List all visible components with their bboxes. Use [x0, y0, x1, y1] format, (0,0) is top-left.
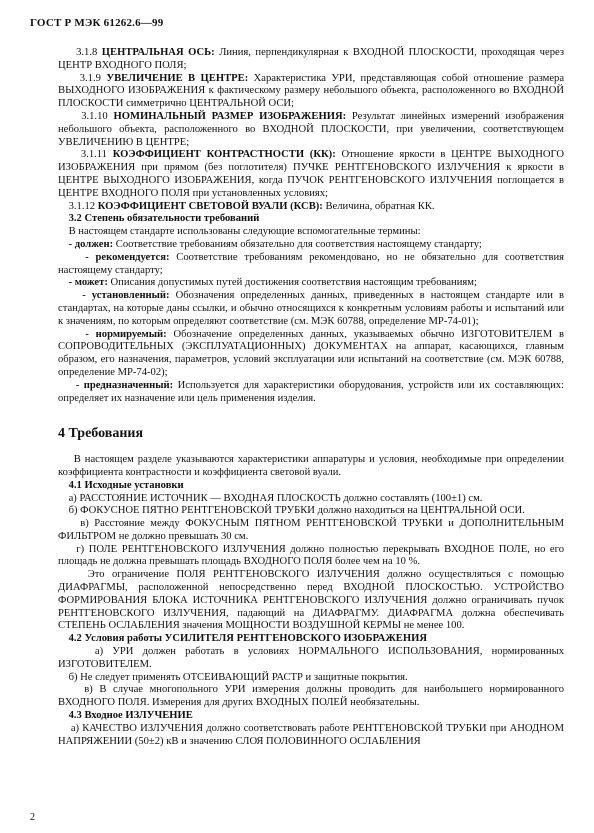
section-4-2-title: 4.2 Условия работы УСИЛИТЕЛЯ РЕНТГЕНОВСКОГО ИЗОБРАЖЕНИЯ — [68, 633, 427, 645]
list-item: г) ПОЛЕ РЕНТГЕНОВСКОГО ИЗЛУЧЕНИЯ должно полностью перекрывать ВХОДНОЕ ПОЛЕ, но его площадь не должна превышать площадь ВХОДНОГО ПОЛЯ более чем на 10 %. — [58, 543, 565, 568]
document-body — [58, 47, 564, 748]
document-header: ГОСТ Р МЭК 61262.6—99 — [30, 17, 164, 29]
term-item: - нормируемый: Обозначение определенных данных, указываемых обычно ИЗГОТОВИТЕЛЕМ в СОПРОВОДИТЕЛЬНЫХ (ЭКСПЛУАТАЦИОННЫХ) ДОКУМЕНТАХ на аппарат, касающихся, главным образом, его назначения, параметров, условий эксплуатации или испытаний на соответствие (см. МЭК 60788, определение МР-74-02); — [58, 328, 565, 378]
paragraph: Это ограничение ПОЛЯ РЕНТГЕНОВСКОГО ИЗЛУЧЕНИЯ должно осуществляться с помощью ДИАФРАГМЫ, расположенной непосредственно перед ВХОДНОЙ ПЛОСКОСТЬЮ. УСТРОЙСТВО ФОРМИРОВАНИЯ БЛОКА ИСТОЧНИКА РЕНТГЕНОВСКОГО ИЗЛУЧЕНИЯ должно ограничивать пучок РЕНТГЕНОВСКОГО ИЗЛУЧЕНИЯ, падающий на ДИАФРАГМУ. ДИАФРАГМА должна обеспечивать СТЕПЕНЬ ОСЛАБЛЕНИЯ значения МОЩНОСТИ ВОЗДУШНОЙ КЕРМЫ не менее 100. — [58, 569, 564, 632]
list-item: в) Расстояние между ФОКУСНЫМ ПЯТНОМ РЕНТГЕНОВСКОЙ ТРУБКИ и ДОПОЛНИТЕЛЬНЫМ ФИЛЬТРОМ не должно превышать 30 см. — [58, 518, 564, 542]
section-4-title: 4 Требования — [58, 426, 144, 442]
list-item: а) КАЧЕСТВО ИЗЛУЧЕНИЯ должно соответствовать работе РЕНТГЕНОВСКОЙ ТРУБКИ при АНОДНОМ НАПРЯЖЕНИИ (50±2) кВ и значению СЛОЯ ПОЛОВИННОГО ОСЛАБЛЕНИЯ — [58, 722, 564, 747]
term-item: - установленный: Обозначения определенных данных, приведенных в настоящем стандарте или в стандартах, на которые даны ссылки, и обычно относящихся к конкретным условиям работы и испытаний или к значениям, по которым определяют соответствие (см. МЭК 60788, определение МР-74-01); — [58, 290, 564, 327]
list-item: б) ФОКУСНОЕ ПЯТНО РЕНТГЕНОВСКОЙ ТРУБКИ должно находиться на ЦЕНТРАЛЬНОЙ ОСИ. — [68, 505, 525, 517]
definition-3-1-11: 3.1.11 КОЭФФИЦИЕНТ КОНТРАСТНОСТИ (КК): Отношение яркости в ЦЕНТРЕ ВЫХОДНОГО ИЗОБРАЖЕНИЯ при прямом (без поглотителя) ПУЧКЕ РЕНТГЕНОВСКОГО ИЗЛУЧЕНИЯ к яркости в ЦЕНТРЕ ВЫХОДНОГО ИЗОБРАЖЕНИЯ, когда ПУЧОК РЕНТГЕНОВСКОГО ИЗЛУЧЕНИЯ поглощается в ЦЕНТРЕ ВХОДНОГО ПОЛЯ при установленных условиях; — [58, 149, 565, 199]
page-number: 2 — [30, 812, 35, 823]
definition-3-1-9: 3.1.9 УВЕЛИЧЕНИЕ В ЦЕНТРЕ: Характеристика УРИ, представляющая собой отношение размера ВЫХОДНОГО ИЗОБРАЖЕНИЯ к фактическому размеру небольшого объекта, расположенного во ВХОДНОЙ ПЛОСКОСТИ симметрично ЦЕНТРАЛЬНОЙ ОСИ; — [58, 72, 565, 110]
term-item: - предназначенный: Используется для характеристики оборудования, устройств или их составляющих: определяет их назначение или цель применения изделия. — [58, 379, 564, 404]
term-item: - рекомендуется: Соответствие требованиям рекомендовано, но не обязательно для соответствия настоящему стандарту; — [58, 251, 564, 276]
definition-3-1-12: 3.1.12 КОЭФФИЦИЕНТ СВЕТОВОЙ ВУАЛИ (КСВ): Величина, обратная КК. — [68, 200, 435, 212]
definition-3-1-8: 3.1.8 ЦЕНТРАЛЬНАЯ ОСЬ: Линия, перпендикулярная к ВХОДНОЙ ПЛОСКОСТИ, проходящая через ЦЕНТР ВХОДНОГО ПОЛЯ; — [58, 47, 565, 71]
list-item: а) РАССТОЯНИЕ ИСТОЧНИК — ВХОДНАЯ ПЛОСКОСТЬ должно составлять (100±1) см. — [68, 492, 483, 504]
term-item: - может: Описания допустимых путей достижения соответствия настоящим требованиям; — [68, 277, 477, 289]
section-4-3-title: 4.3 Входное ИЗЛУЧЕНИЕ — [68, 710, 193, 722]
definition-3-1-10: 3.1.10 НОМИНАЛЬНЫЙ РАЗМЕР ИЗОБРАЖЕНИЯ: Результат линейных измерений изображения небольшого объекта, расположенного во ВХОДНОЙ ПЛОСКОСТИ, при увеличении, соответствующем УВЕЛИЧЕНИЮ В ЦЕНТРЕ; — [58, 110, 564, 148]
section-3-2-intro: В настоящем стандарте использованы следующие вспомогательные термины: — [68, 226, 421, 238]
list-item: а) УРИ должен работать в условиях НОРМАЛЬНОГО ИСПОЛЬЗОВАНИЯ, нормированных ИЗГОТОВИТЕЛЕМ. — [58, 646, 564, 670]
list-item: в) В случае многопольного УРИ измерения должны проводить для наибольшего нормированного ВХОДНОГО ПОЛЯ. Измерения для других ВХОДНЫХ ПОЛЕЙ необязательны. — [58, 684, 564, 709]
section-3-2-title: 3.2 Степень обязательности требований — [68, 213, 260, 225]
section-4-1-title: 4.1 Исходные установки — [68, 479, 184, 491]
list-item: б) Не следует применять ОТСЕИВАЮЩИЙ РАСТР и защитные покрытия. — [68, 671, 408, 683]
term-item: - должен: Соответствие требованиям обязательно для соответствия настоящему стандарту; — [68, 238, 482, 250]
section-4-intro: В настоящем разделе указываются характеристики аппаратуры и условия, необходимые при определении коэффициента контрастности и коэффициента световой вуали. — [58, 454, 564, 478]
